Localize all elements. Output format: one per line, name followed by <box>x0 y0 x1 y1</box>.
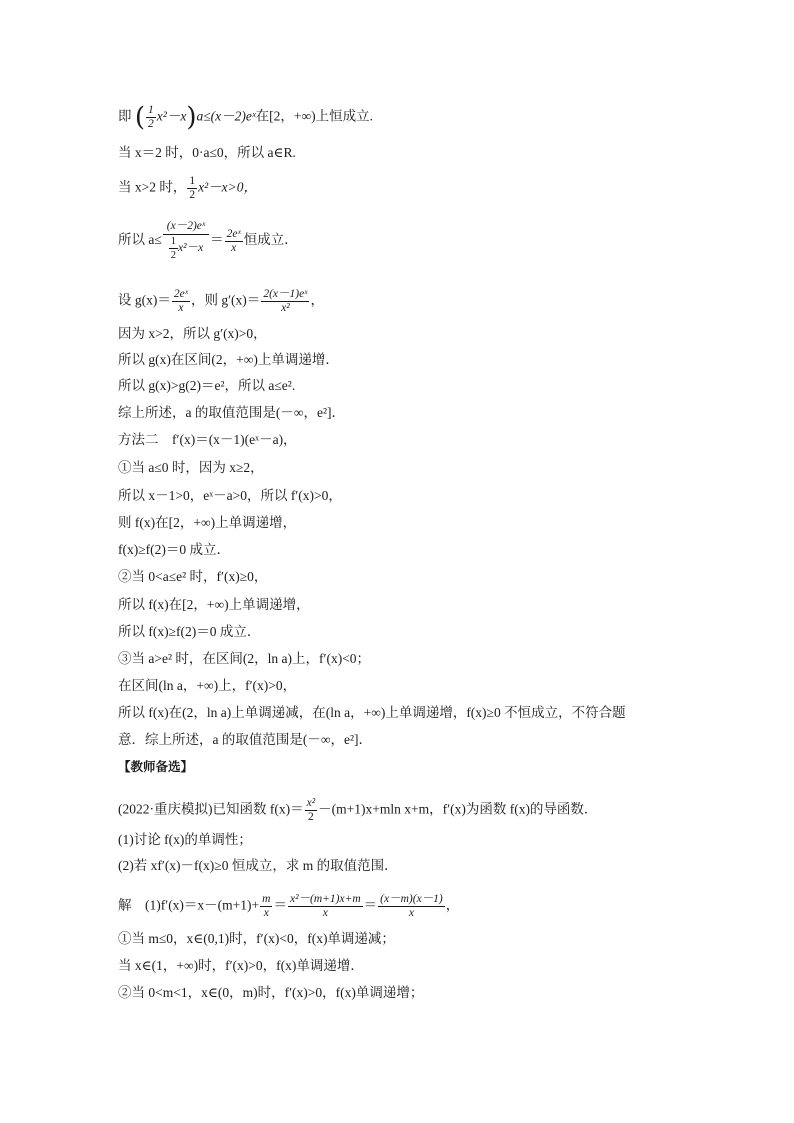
question-part-2: (2)若 xf′(x)－f(x)≥0 恒成立，求 m 的取值范围． <box>118 858 398 873</box>
line-19: 在区间(ln a，+∞)上，f′(x)>0， <box>118 678 297 693</box>
math-expr: x²－x <box>156 108 187 124</box>
line-11: ①当 a≤0 时，因为 x≥2， <box>118 460 264 475</box>
line-16: 所以 f(x)在[2，+∞)上单调递增， <box>118 597 310 612</box>
line-10: 方法二 f′(x)＝(x－1)(eˣ－a)， <box>118 432 297 447</box>
text: 即 <box>118 108 132 124</box>
fraction-half: $\frac{1}{2}$ <box>148 104 154 130</box>
fraction: $\frac{\text{x²－(m+1)x+m}}{x}$ <box>289 893 361 919</box>
question-line: (2022·重庆模拟)已知函数 f(x)＝ $\frac{\text{x²}}{2}$ －(m+1)x+mln x+m，f′(x)为函数 f(x)的导函数． <box>118 797 598 823</box>
line-15: ②当 0<a≤e² 时，f′(x)≥0， <box>118 569 268 584</box>
line-21: 意．综上所述，a 的取值范围是(－∞，e²]． <box>118 732 373 747</box>
line-18: ③当 a>e² 时，在区间(2，ln a)上，f′(x)<0； <box>118 651 371 666</box>
line-6: 因为 x>2，所以 g′(x)>0， <box>118 326 267 341</box>
question-part-1: (1)讨论 f(x)的单调性； <box>118 832 252 847</box>
fraction: $\frac{\text{x²}}{2}$ <box>306 797 316 823</box>
line-20: 所以 f(x)在(2，ln a)上单调递减，在(ln a，+∞)上单调递增，f(x)≥0 不恒成立，不符合题 <box>118 705 626 720</box>
line-4: 所以 a≤ (x－2)eˣ $\frac{1}{2}$ x²－x ＝ $\frac{\text{2eˣ}}{x}$ 恒成立． <box>118 220 298 261</box>
paren-close: ) <box>186 102 197 133</box>
line-14: f(x)≥f(2)＝0 成立． <box>118 542 231 557</box>
fraction: $\frac{\text{2eˣ}}{x}$ <box>226 227 241 254</box>
fraction: $\frac{\text{2(x－1)eˣ}}{\text{x²}}$ <box>263 288 308 314</box>
line-9: 综上所述，a 的取值范围是(－∞，e²]． <box>118 405 346 420</box>
fraction: $\frac{(x-m)(x-1)}{x}$ <box>380 893 443 919</box>
paren-open: ( <box>134 102 146 133</box>
line-3: 当 x>2 时， $\frac{1}{2}$ x²－x>0， <box>118 175 258 201</box>
line-17: 所以 f(x)≥f(2)＝0 成立． <box>118 624 261 639</box>
line-8: 所以 g(x)>g(2)＝e²，所以 a≤e². <box>118 378 296 393</box>
line-12: 所以 x－1>0，eˣ－a>0，所以 f′(x)>0， <box>118 488 342 503</box>
fraction-half: $\frac{1}{2}$ <box>189 175 196 201</box>
fraction: $\frac{\text{2eˣ}}{x}$ <box>173 288 188 314</box>
line-7: 所以 g(x)在区间(2，+∞)上单调递增． <box>118 352 339 367</box>
line-13: 则 f(x)在[2，+∞)上单调递增， <box>118 515 297 530</box>
fraction-complex: (x－2)eˣ $\frac{1}{2}$ x²－x <box>163 220 209 262</box>
line-5: 设 g(x)＝ $\frac{\text{2eˣ}}{x}$ ，则 g′(x)＝ $\frac{\text{2(x－1)eˣ}}{\text{x²}}$ ， <box>118 288 324 314</box>
solution-line: 解 (1)f′(x)＝x－(m+1)+ $\frac{m}{x}$ ＝ $\frac{\text{x²－(m+1)x+m}}{x}$ ＝ $\frac{(x-m)(x-1)}{x}$ ， <box>118 893 460 919</box>
case-line-2: 当 x∈(1，+∞)时，f′(x)>0，f(x)单调递增． <box>118 958 364 973</box>
line-1 <box>118 104 373 131</box>
teacher-note-heading: 【教师备选】 <box>118 759 194 774</box>
fraction: $\frac{m}{x}$ <box>262 893 271 919</box>
math-expr: a≤(x－2)eˣ <box>196 108 256 124</box>
text: 在[2，+∞)上恒成立. <box>255 108 374 124</box>
line-2: 当 x＝2 时，0·a≤0，所以 a∈R. <box>118 145 296 160</box>
case-line-1: ①当 m≤0，x∈(0,1)时，f′(x)<0，f(x)单调递减； <box>118 931 395 946</box>
case-line-3: ②当 0<m<1，x∈(0，m)时，f′(x)>0，f(x)单调递增； <box>118 985 424 1000</box>
